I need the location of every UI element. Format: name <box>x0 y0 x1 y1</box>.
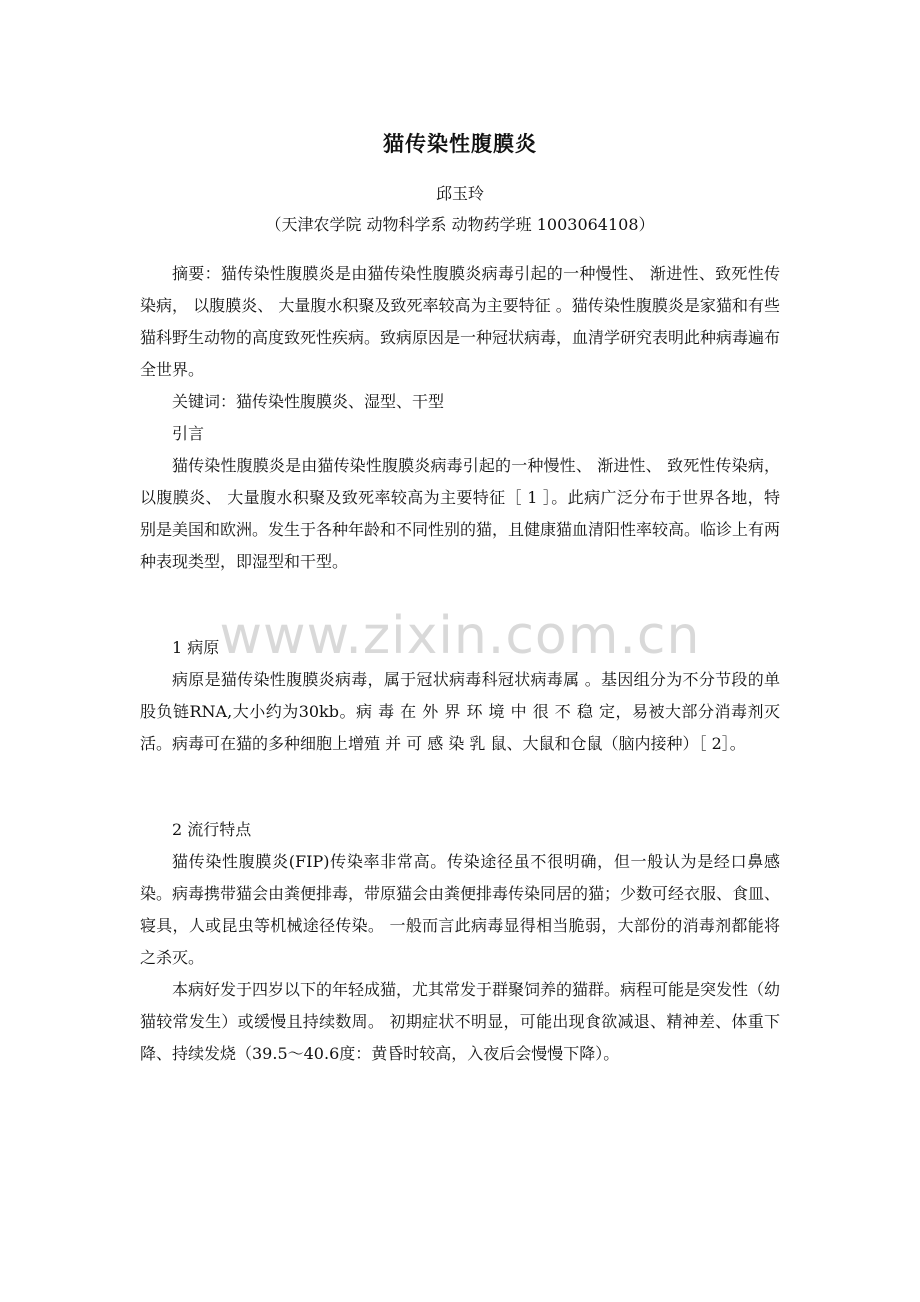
document-title: 猫传染性腹膜炎 <box>383 132 537 156</box>
watermark: www.zixin.com.cn <box>219 606 701 666</box>
author-name: 邱玉玲 <box>435 184 484 203</box>
intro-paragraph: 猫传染性腹膜炎是由猫传染性腹膜炎病毒引起的一种慢性、 渐进性、 致死性传染病， 以腹膜炎、 大量腹水积聚及致死率较高为主要特征［ 1 ］。此病广泛分布于世界各地，特别是美国和欧洲。发生于各种年龄和不同性别的猫，且健康猫血清阳性率较高。临诊上有两种表现类型，即湿型和干型。 <box>140 456 781 571</box>
abstract-paragraph: 摘要：猫传染性腹膜炎是由猫传染性腹膜炎病毒引起的一种慢性、 渐进性、致死性传染病， 以腹膜炎、 大量腹水积聚及致死率较高为主要特征 。猫传染性腹膜炎是家猫和有些猫科野生动物的高度致死性疾病。致病原因是一种冠状病毒，血清学研究表明此种病毒遍布全世界。 <box>140 264 781 379</box>
keywords-line: 关键词：猫传染性腹膜炎、湿型、干型 <box>172 392 445 411</box>
document-body <box>140 258 780 1070</box>
section-2-heading: 2 流行特点 <box>172 820 252 839</box>
intro-heading: 引言 <box>172 424 205 443</box>
section-1-paragraph: 病原是猫传染性腹膜炎病毒，属于冠状病毒科冠状病毒属 。基因组分为不分节段的单股负链RNA,大小约为30kb。病 毒 在 外 界 环 境 中 很 不 稳 定，易被大部分消毒剂灭活。病毒可在猫的多种细胞上增殖 并 可 感 染 乳 鼠、大鼠和仓鼠（脑内接种）［ 2］。 <box>140 670 780 753</box>
section-2-paragraph-2: 本病好发于四岁以下的年轻成猫，尤其常发于群聚饲养的猫群。病程可能是突发性（幼猫较常发生）或缓慢且持续数周。 初期症状不明显，可能出现食欲减退、精神差、体重下降、持续发烧（39.5～40.6度：黄昏时较高，入夜后会慢慢下降）。 <box>140 980 781 1063</box>
author-affiliation: （天津农学院 动物科学系 动物药学班 1003064108） <box>265 215 655 234</box>
section-1-heading: 1 病原 <box>172 638 220 657</box>
section-2-paragraph-1: 猫传染性腹膜炎(FIP)传染率非常高。传染途径虽不很明确，但一般认为是经口鼻感染。病毒携带猫会由粪便排毒，带原猫会由粪便排毒传染同居的猫；少数可经衣服、食皿、寝具，人或昆虫等机械途径传染。 一般而言此病毒显得相当脆弱，大部份的消毒剂都能将之杀灭。 <box>140 852 781 967</box>
